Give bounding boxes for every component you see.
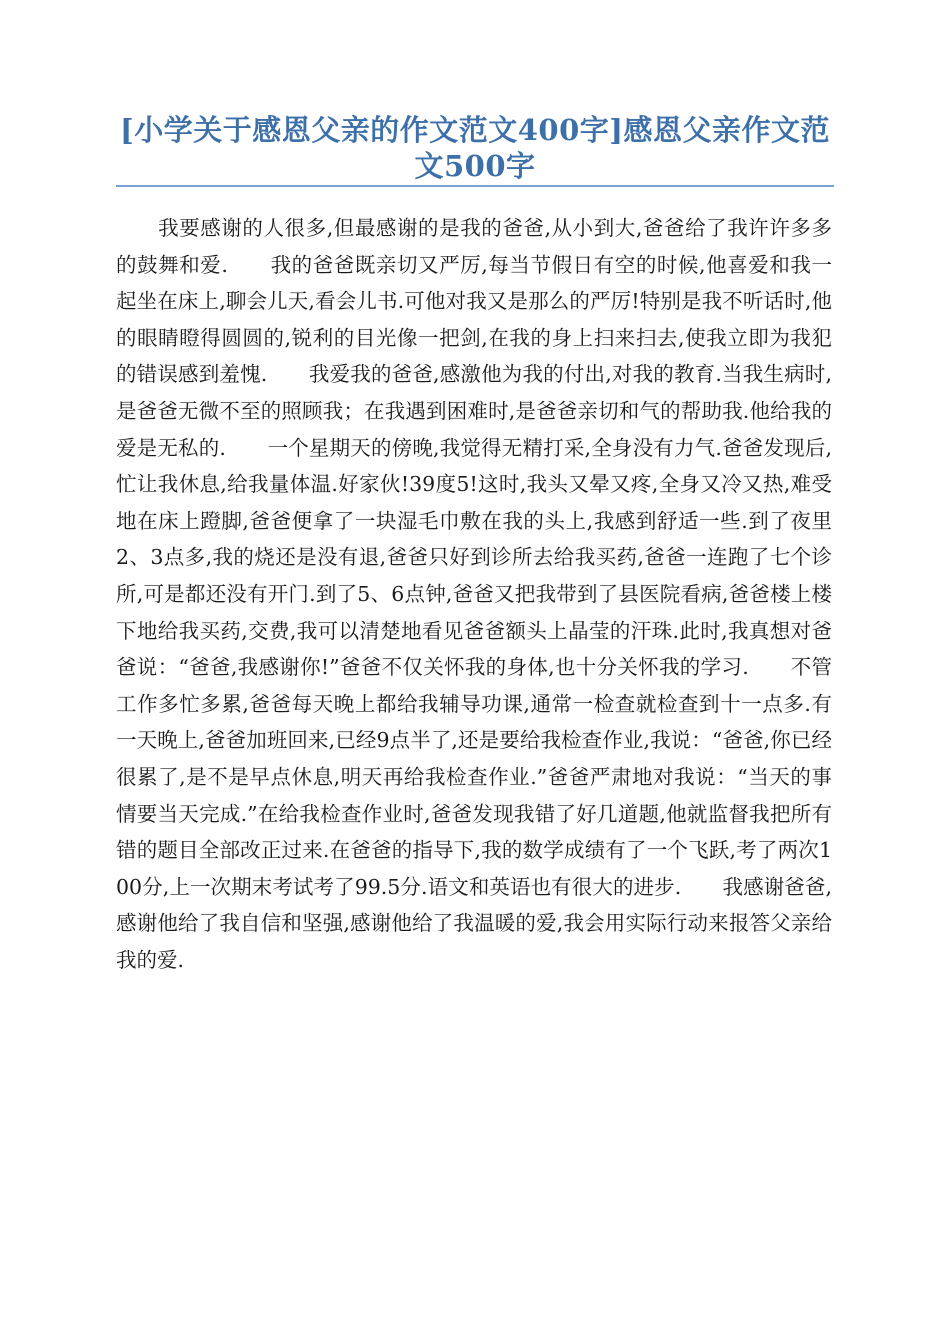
article-body: 我要感谢的人很多,但最感谢的是我的爸爸,从小到大,爸爸给了我许许多多的鼓舞和爱. 我的爸爸既亲切又严厉,每当节假日有空的时候,他喜爱和我一起坐在床上,聊会儿天,看会儿书.可他对我又是那么的严厉!特别是我不听话时,他的眼睛瞪得圆圆的,锐利的目光像一把剑,在我的身上扫来扫去,使我立即为我犯的错误感到羞愧. 我爱我的爸爸,感激他为我的付出,对我的教育.当我生病时,是爸爸无微不至的照顾我；在我遇到困难时,是爸爸亲切和气的帮助我.他给我的爱是无私的. 一个星期天的傍晚,我觉得无精打采,全身没有力气.爸爸发现后,忙让我休息,给我量体温.好家伙!39度5!这时,我头又晕又疼,全身又冷又热,难受地在床上蹬脚,爸爸便拿了一块湿毛巾敷在我的头上,我感到舒适一些.到了夜里2、3点多,我的烧还是没有退,爸爸只好到诊所去给我买药,爸爸一连跑了七个诊所,可是都还没有开门.到了5、6点钟,爸爸又把我带到了县医院看病,爸爸楼上楼下地给我买药,交费,我可以清楚地看见爸爸额头上晶莹的汗珠.此时,我真想对爸爸说：“爸爸,我感谢你!”爸爸不仅关怀我的身体,也十分关怀我的学习. 不管工作多忙多累,爸爸每天晚上都给我辅导功课,通常一检查就检查到十一点多.有一天晚上,爸爸加班回来,已经9点半了,还是要给我检查作业,我说：“爸爸,你已经很累了,是不是早点休息,明天再给我检查作业.”爸爸严肃地对我说：“当天的事情要当天完成.”在给我检查作业时,爸爸发现我错了好几道题,他就监督我把所有错的题目全部改正过来.在爸爸的指导下,我的数学成绩有了一个飞跃,考了两次100分,上一次期末考试考了99.5分.语文和英语也有很大的进步. 我感谢爸爸,感谢他给了我自信和坚强,感谢他给了我温暖的爱,我会用实际行动来报答父亲给我的爱. [116,216,832,972]
page-title: [小学关于感恩父亲的作文范文400字]感恩父亲作文范文500字 [120,113,830,183]
title-divider [116,185,834,187]
